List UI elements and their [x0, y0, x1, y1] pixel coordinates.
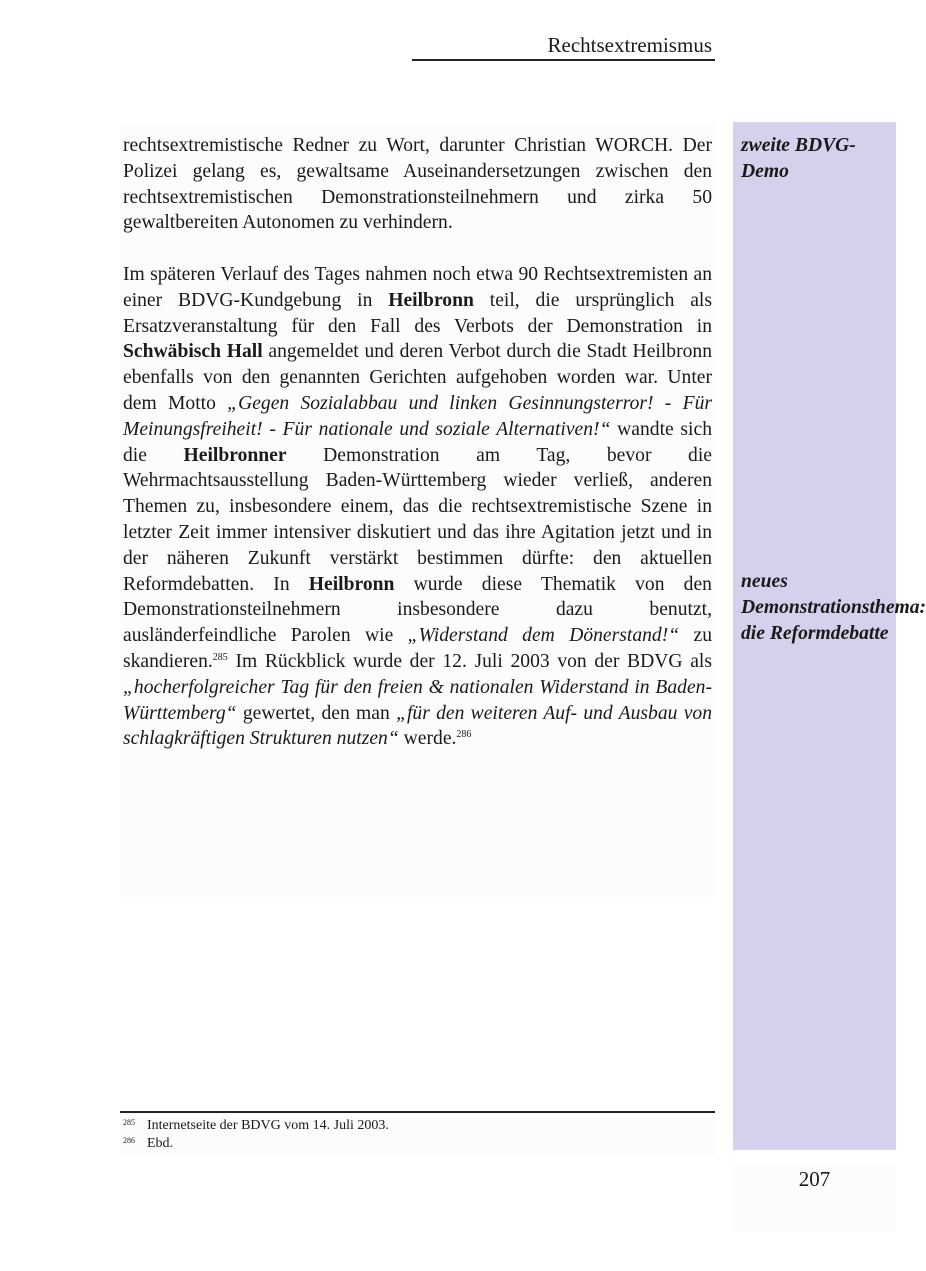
text-run: werde.: [398, 728, 457, 750]
header-rule: [412, 59, 715, 61]
footnote-ref-285[interactable]: 285: [212, 651, 228, 663]
running-header-title: Rechtsextremismus: [547, 33, 712, 57]
text-run: wurde diese Thematik von den Demonstrationsteilnehmern insbesondere dazu benutzt, ausländerfeindliche Parolen wie: [123, 573, 712, 647]
footnote: [123, 1135, 713, 1153]
body-text: [123, 133, 712, 752]
text-run: zu skandieren.: [123, 625, 712, 672]
quote-motto: „Gegen Sozialabbau und linken Gesinnungsterror! - Für Meinungsfreiheit! - Für nationale und soziale Alternativen!“: [123, 392, 712, 440]
text-run: Im späteren Verlauf des Tages nahmen noch etwa 90 Rechtsextremisten an einer BDVG-Kundgebung in: [123, 263, 712, 311]
text-run: Demonstration am Tag, bevor die Wehrmachtsausstellung Baden-Württemberg wieder verließ, anderen Themen zu, insbesondere einem, das die rechtsextremistische Szene in letzter Zeit immer intensiver diskutiert und das ihre Agitation jetzt und in der näheren Zukunft verstärkt bestimmen dürfte: den aktuellen Reformdebatten. In: [123, 444, 712, 595]
bold-place-heilbronn-2: Heilbronn: [308, 573, 395, 595]
footnote-ref-286[interactable]: 286: [456, 729, 472, 741]
footnote-text: Ebd.: [147, 1136, 174, 1151]
footnote-rule: [120, 1111, 715, 1113]
footnote: [123, 1117, 713, 1135]
quote-evaluation: „hocherfolgreicher Tag für den freien & nationalen Widerstand in Baden-Württemberg“: [123, 676, 712, 724]
paragraph-2: [123, 262, 712, 752]
bold-place-heilbronn: Heilbronn: [388, 289, 474, 311]
bold-heilbronner: Heilbronner: [183, 444, 287, 466]
paragraph-1: rechtsextremistische Redner zu Wort, darunter Christian WORCH. Der Polizei gelang es, gewaltsame Auseinandersetzungen zwischen den rechtsextremistischen Demonstrationsteilnehmern und zirka 50 gewaltbereiten Autonomen zu verhindern.: [123, 135, 712, 234]
quote-structures: „für den weiteren Auf- und Ausbau von schlagkräftigen Strukturen nutzen“: [123, 702, 712, 750]
text-run: wandte sich die: [123, 418, 712, 466]
text-run: angemeldet und deren Verbot durch die Stadt Heilbronn ebenfalls von den genannten Gerichten aufgehoben worden war. Unter dem Motto: [123, 341, 712, 414]
text-run: gewertet, den man: [236, 702, 397, 724]
bold-place-schwaebisch-hall: Schwäbisch Hall: [123, 341, 263, 363]
footnotes: [123, 1117, 713, 1153]
text-run: teil, die ursprünglich als Ersatzveranstaltung für den Fall des Verbots der Demonstration in: [123, 289, 712, 337]
margin-note-reformdebatte: neues Demonstrationsthema: die Reformdebatte: [741, 571, 926, 644]
footnote-number: 286: [123, 1136, 135, 1145]
margin-note-zweite-demo: zweite BDVG-Demo: [741, 135, 856, 182]
footnote-text: Internetseite der BDVG vom 14. Juli 2003.: [147, 1118, 389, 1133]
text-run: Im Rückblick wurde der 12. Juli 2003 von der BDVG als: [227, 650, 712, 672]
footnote-number: 285: [123, 1118, 135, 1127]
quote-slogan: „Widerstand dem Dönerstand!“: [407, 625, 680, 647]
page-number: 207: [798, 1167, 831, 1191]
